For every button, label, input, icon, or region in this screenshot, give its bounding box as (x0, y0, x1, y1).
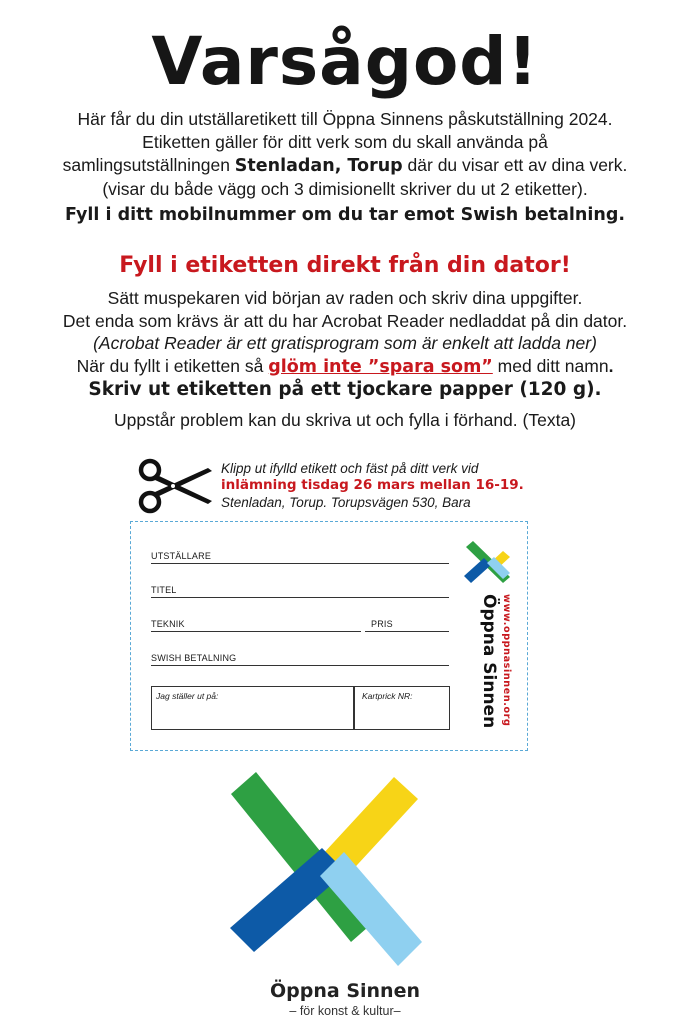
field-exhibitor-input[interactable] (151, 563, 449, 564)
exhibit-at-label: Jag ställer ut på: (156, 691, 219, 701)
clip-line-2: inlämning tisdag 26 mars mellan 16-19. (221, 477, 524, 493)
instruction-line-2: Det enda som krävs är att du har Acrobat Reader nedladdat på din dator. (62, 310, 628, 331)
intro-line-1: Här får du din utställaretikett till Öppna Sinnens påskutställning 2024. (77, 109, 613, 129)
intro-line-3 (0, 154, 690, 178)
scissors-icon (136, 458, 214, 514)
print-instruction: Skriv ut etiketten på ett tjockare papper (120 g). (88, 379, 602, 400)
exhibit-at-box[interactable] (151, 686, 355, 730)
brand-tagline: – för konst & kultur– (289, 1004, 401, 1018)
venue-name: Stenladan, Torup (234, 156, 403, 176)
instruction-line-4-pre: När du fyllt i etiketten så (76, 355, 269, 376)
label-side-brand-name: Öppna Sinnen (479, 594, 499, 729)
field-price-input[interactable] (365, 631, 449, 632)
oppna-sinnen-logo (226, 772, 422, 966)
clip-line-3: Stenladan, Torup. Torupsvägen 530, Bara (221, 495, 471, 510)
map-nr-box[interactable] (353, 686, 450, 730)
clip-instructions (221, 460, 524, 511)
instruction-line-1: Sätt muspekaren vid början av raden och skriv dina uppgifter. (107, 288, 583, 308)
intro-paragraph (0, 108, 690, 201)
label-logo-icon (464, 541, 510, 583)
problem-note: Uppstår problem kan du skriva ut och fylla i förhand. (Texta) (113, 410, 576, 430)
brand-name: Öppna Sinnen (270, 980, 420, 1002)
save-as-reminder: glöm inte ”spara som” (268, 356, 493, 377)
intro-line-4: (visar du både vägg och 3 dimisionellt skriver du ut 2 etiketter). (102, 179, 588, 199)
field-title-input[interactable] (151, 597, 449, 598)
field-swish-input[interactable] (151, 665, 449, 666)
label-side-brand (470, 592, 510, 742)
instruction-line-4-post: med ditt namn (492, 355, 609, 376)
field-swish-label: SWISH BETALNING (151, 653, 237, 663)
intro-line-3-pre: samlingsutställningen (62, 155, 235, 175)
map-nr-label: Kartprick NR: (362, 691, 413, 701)
label-side-url: www.oppnasinnen.org (501, 594, 512, 727)
instruction-line-3: (Acrobat Reader är ett gratisprogram som är enkelt att ladda ner) (93, 333, 597, 353)
intro-line-3-post: där du visar ett av dina verk. (402, 155, 628, 175)
instruction-line-4 (0, 355, 690, 379)
red-heading: Fyll i etiketten direkt från din dator! (119, 253, 571, 278)
field-exhibitor-label: UTSTÄLLARE (151, 551, 212, 561)
field-title-label: TITEL (151, 585, 177, 595)
clip-line-1: Klipp ut ifylld etikett och fäst på ditt verk vid (221, 461, 479, 476)
page-title: Varsågod! (151, 23, 539, 100)
swish-note: Fyll i ditt mobilnummer om du tar emot Swish betalning. (65, 205, 625, 225)
field-technique-input[interactable] (151, 631, 361, 632)
instruction-line-4-dot: . (608, 355, 614, 376)
instructions (0, 287, 690, 402)
intro-line-2: Etiketten gäller för ditt verk som du skall använda på (142, 132, 548, 152)
field-price-label: PRIS (371, 619, 393, 629)
field-technique-label: TEKNIK (151, 619, 185, 629)
